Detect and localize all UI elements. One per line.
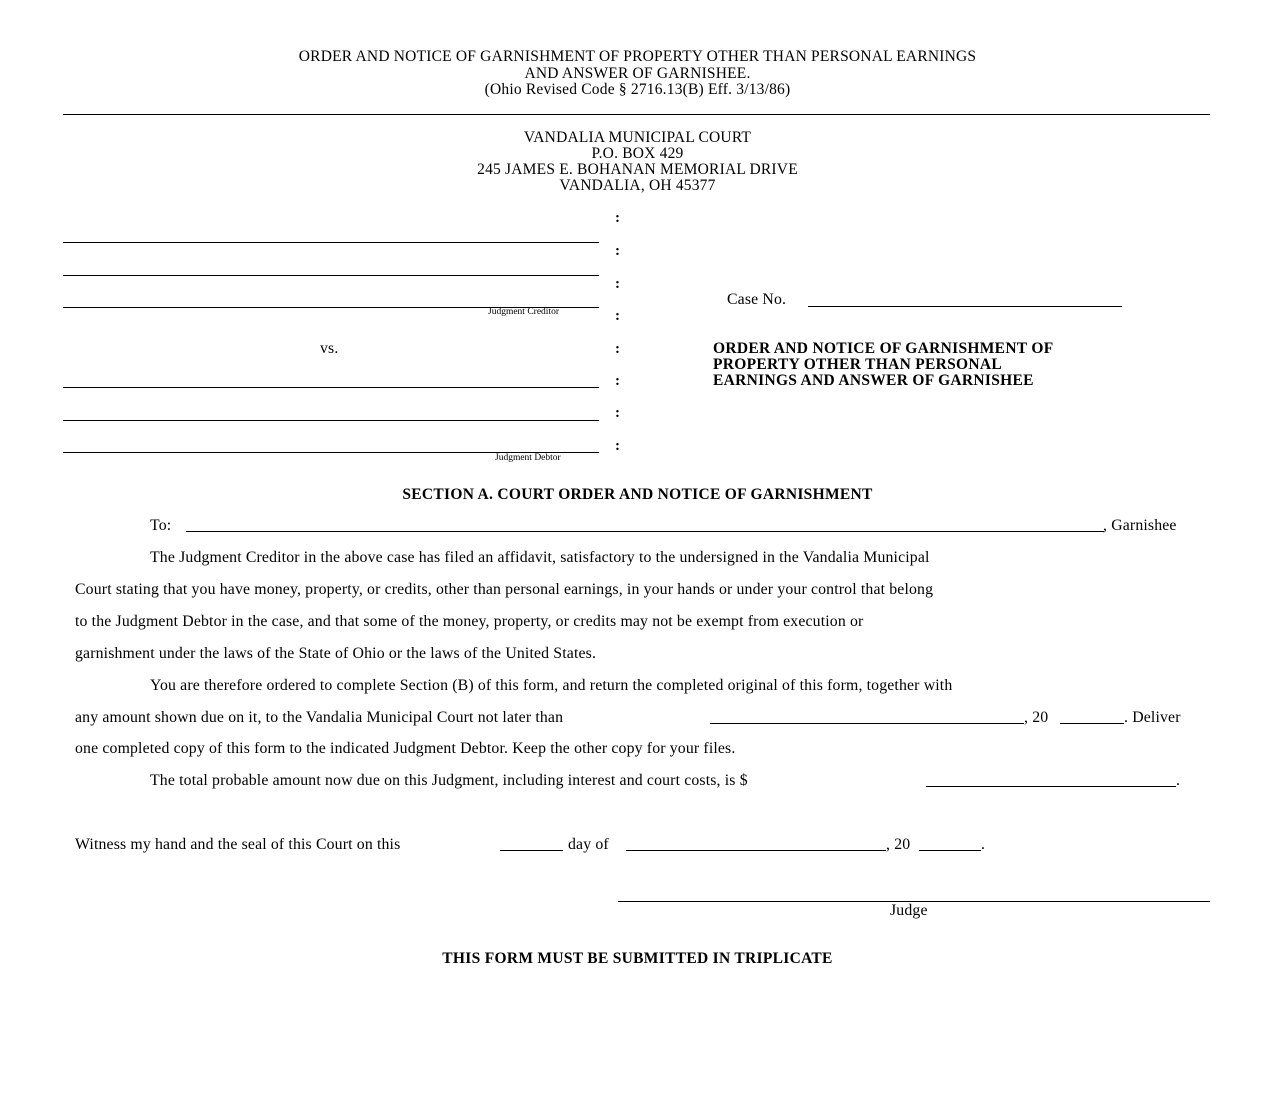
garnishee-suffix: , Garnishee — [1103, 517, 1177, 534]
total-amount-text: The total probable amount now due on this Judgment, including interest and court costs, is $ — [150, 772, 748, 789]
triplicate-notice: THIS FORM MUST BE SUBMITTED IN TRIPLICATE — [442, 950, 833, 967]
debtor-line-2[interactable] — [63, 420, 599, 421]
paragraph-2-line-2-start: any amount shown due on it, to the Vandalia Municipal Court not later than — [75, 709, 564, 726]
paragraph-1-line-3: to the Judgment Debtor in the case, and that some of the money, property, or credits may not be exempt from execution or — [75, 613, 864, 630]
court-street: 245 JAMES E. BOHANAN MEMORIAL DRIVE — [477, 161, 798, 178]
caption-colon: : — [615, 405, 620, 421]
court-name: VANDALIA MUNICIPAL COURT — [523, 129, 752, 146]
header-divider — [63, 114, 1210, 115]
debtor-line-1[interactable] — [63, 387, 599, 388]
paragraph-1-line-4: garnishment under the laws of the State of Ohio or the laws of the United States. — [75, 645, 597, 662]
caption-colon: : — [615, 341, 620, 357]
witness-day-field[interactable] — [500, 850, 563, 851]
creditor-line-2[interactable] — [63, 275, 599, 276]
witness-year-field[interactable] — [919, 850, 981, 851]
caption-colon: : — [615, 438, 620, 454]
witness-year-prefix: , 20 — [886, 836, 911, 853]
court-city: VANDALIA, OH 45377 — [559, 177, 716, 194]
section-a-heading: SECTION A. COURT ORDER AND NOTICE OF GARNISHMENT — [402, 486, 873, 503]
caption-colon: : — [615, 276, 620, 292]
to-label: To: — [150, 517, 172, 534]
creditor-line-1[interactable] — [63, 242, 599, 243]
witness-day-of: day of — [568, 836, 609, 853]
paragraph-2-line-1: You are therefore ordered to complete Section (B) of this form, and return the completed original of this form, together with — [150, 677, 953, 694]
caption-colon: : — [615, 243, 620, 259]
case-number-field[interactable] — [808, 306, 1122, 307]
case-number-label: Case No. — [727, 291, 787, 308]
garnishee-name-field[interactable] — [186, 531, 1104, 532]
witness-text: Witness my hand and the seal of this Court on this — [75, 836, 401, 853]
caption-colon: : — [615, 308, 620, 324]
caption-colon: : — [615, 210, 620, 226]
form-title-line-1: ORDER AND NOTICE OF GARNISHMENT OF PROPERTY OTHER THAN PERSONAL EARNINGS — [298, 48, 977, 65]
caption-title-line-3: EARNINGS AND ANSWER OF GARNISHEE — [713, 372, 1034, 389]
vs-label: vs. — [320, 340, 339, 357]
total-amount-period: . — [1176, 772, 1181, 789]
court-po-box: P.O. BOX 429 — [591, 145, 684, 162]
caption-colon: : — [615, 373, 620, 389]
paragraph-2-line-3: one completed copy of this form to the indicated Judgment Debtor. Keep the other copy for your files. — [75, 740, 736, 757]
paragraph-2-year-prefix: , 20 — [1024, 709, 1049, 726]
due-date-field[interactable] — [710, 723, 1024, 724]
judgment-creditor-label: Judgment Creditor — [488, 307, 559, 317]
due-year-field[interactable] — [1060, 723, 1124, 724]
judgment-debtor-label: Judgment Debtor — [495, 453, 561, 463]
form-title-line-2: AND ANSWER OF GARNISHEE. — [524, 65, 751, 82]
caption-title-line-2: PROPERTY OTHER THAN PERSONAL — [713, 356, 1003, 373]
paragraph-2-deliver: . Deliver — [1124, 709, 1181, 726]
witness-month-field[interactable] — [626, 850, 886, 851]
judge-label: Judge — [890, 902, 928, 919]
caption-title-line-1: ORDER AND NOTICE OF GARNISHMENT OF — [713, 340, 1054, 357]
witness-period: . — [981, 836, 986, 853]
total-amount-field[interactable] — [926, 786, 1176, 787]
paragraph-1-line-2: Court stating that you have money, property, or credits, other than personal earnings, in your hands or under your control that belong — [75, 581, 934, 598]
paragraph-1-line-1: The Judgment Creditor in the above case has filed an affidavit, satisfactory to the undersigned in the Vandalia Municipal — [150, 549, 930, 566]
statute-reference: (Ohio Revised Code § 2716.13(B) Eff. 3/13/86) — [484, 81, 791, 98]
